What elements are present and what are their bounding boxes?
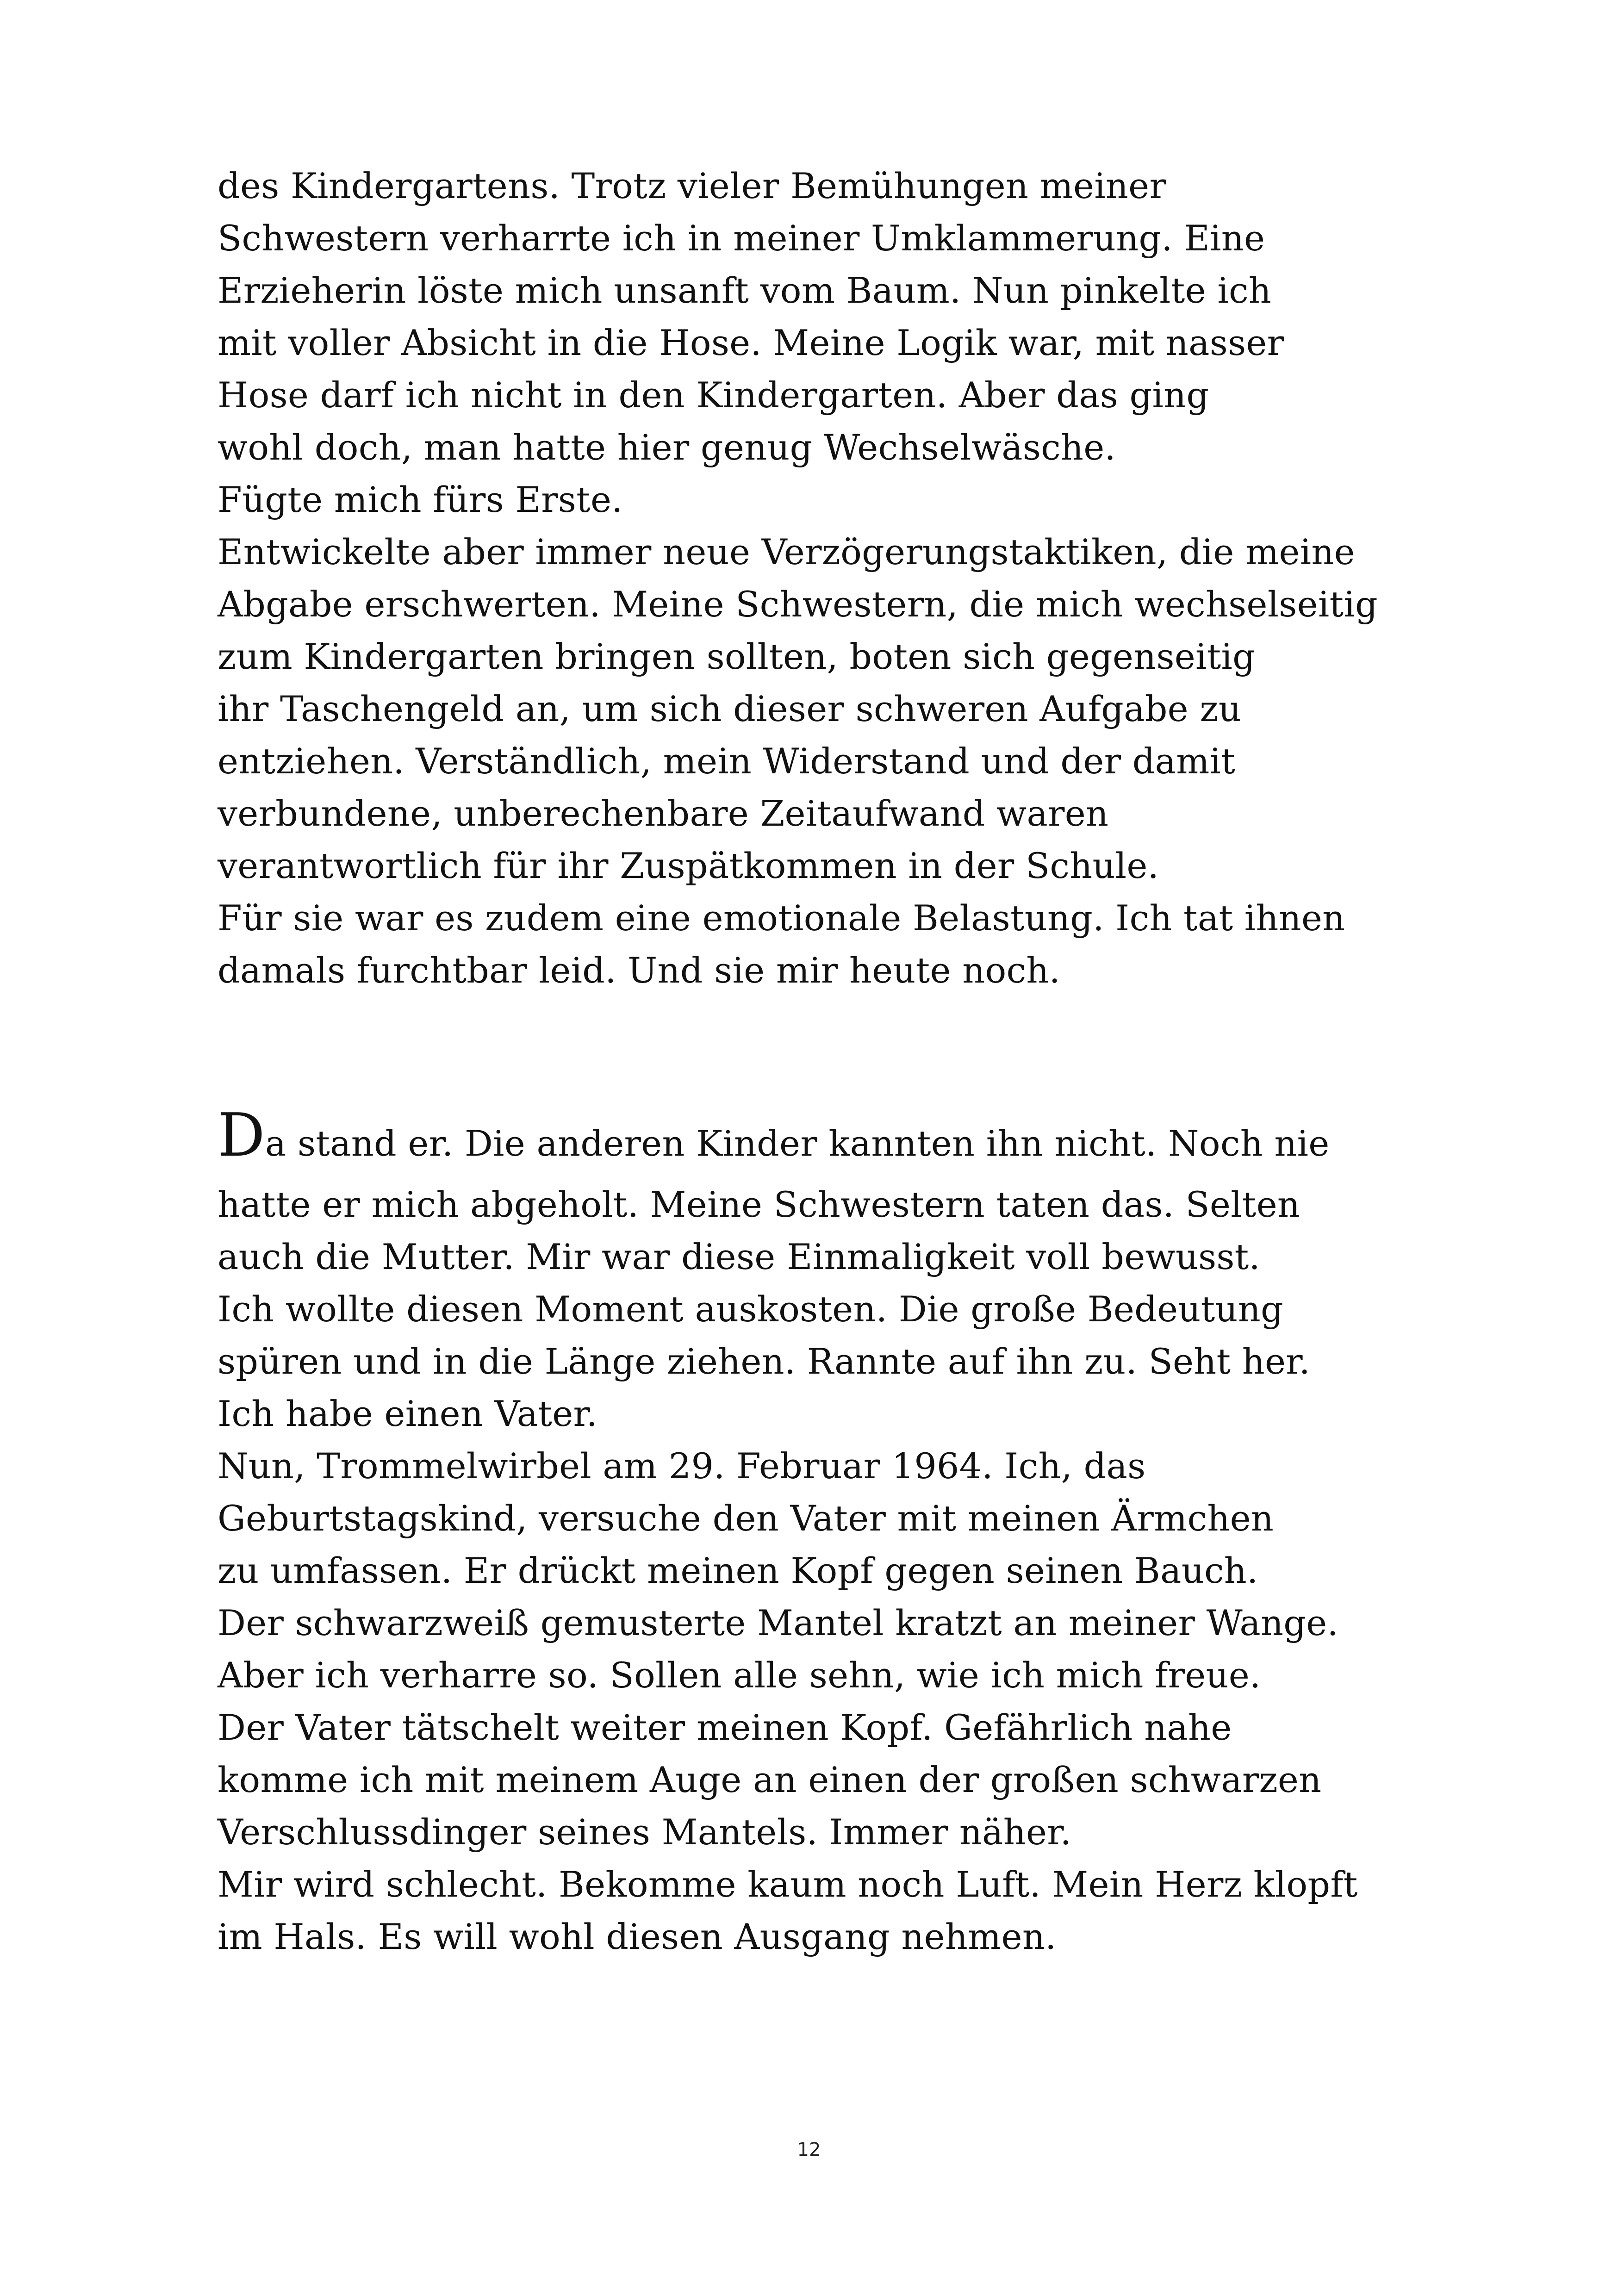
text-line: Hose darf ich nicht in den Kindergarten. Aber das ging xyxy=(218,374,1209,416)
text-line: Erzieherin löste mich unsanft vom Baum. Nun pinkelte ich xyxy=(218,270,1272,311)
text-line: zu umfassen. Er drückt meinen Kopf gegen seinen Bauch. xyxy=(218,1550,1258,1591)
text-line: auch die Mutter. Mir war diese Einmaligkeit voll bewusst. xyxy=(218,1236,1260,1277)
text-line: Der schwarzweiß gemusterte Mantel kratzt an meiner Wange. xyxy=(218,1602,1338,1643)
text-line: Fügte mich fürs Erste. xyxy=(218,479,623,520)
text-line: Ich habe einen Vater. xyxy=(218,1393,598,1434)
text-line: damals furchtbar leid. Und sie mir heute noch. xyxy=(218,950,1061,991)
text-line: Verschlussdinger seines Mantels. Immer näher. xyxy=(218,1811,1072,1853)
text-line: Nun, Trommelwirbel am 29. Februar 1964. Ich, das xyxy=(218,1445,1146,1487)
first-text-line xyxy=(218,1101,1467,1178)
text-line: Aber ich verharre so. Sollen alle sehn, wie ich mich freue. xyxy=(218,1655,1261,1696)
text-line: Ich wollte diesen Moment auskosten. Die große Bedeutung xyxy=(218,1288,1283,1330)
text-line: hatte er mich abgeholt. Meine Schwestern taten das. Selten xyxy=(218,1184,1301,1225)
text-line: verantwortlich für ihr Zuspätkommen in der Schule. xyxy=(218,845,1159,886)
first-line-text: a stand er. Die anderen Kinder kannten ihn nicht. Noch nie xyxy=(265,1123,1330,1164)
text-line: Entwickelte aber immer neue Verzögerungstaktiken, die meine xyxy=(218,531,1355,572)
text-line: verbundene, unberechenbare Zeitaufwand waren xyxy=(218,793,1109,834)
text-line: im Hals. Es will wohl diesen Ausgang nehmen. xyxy=(218,1916,1057,1957)
text-line: wohl doch, man hatte hier genug Wechselwäsche. xyxy=(218,427,1116,468)
text-line: Für sie war es zudem eine emotionale Belastung. Ich tat ihnen xyxy=(218,897,1345,939)
text-line: entziehen. Verständlich, mein Widerstand und der damit xyxy=(218,740,1236,782)
text-line: spüren und in die Länge ziehen. Rannte auf ihn zu. Seht her. xyxy=(218,1341,1311,1382)
text-line: Mir wird schlecht. Bekomme kaum noch Luft. Mein Herz klopft xyxy=(218,1864,1358,1905)
text-line: ihr Taschengeld an, um sich dieser schweren Aufgabe zu xyxy=(218,688,1241,729)
drop-cap: D xyxy=(218,1101,265,1170)
text-line: des Kindergartens. Trotz vieler Bemühungen meiner xyxy=(218,165,1167,206)
text-line: Der Vater tätschelt weiter meinen Kopf. Gefährlich nahe xyxy=(218,1707,1232,1748)
text-line: zum Kindergarten bringen sollten, boten sich gegenseitig xyxy=(218,636,1256,677)
text-line: mit voller Absicht in die Hose. Meine Logik war, mit nasser xyxy=(218,322,1284,363)
text-line: Geburtstagskind, versuche den Vater mit meinen Ärmchen xyxy=(218,1498,1274,1539)
text-line: Schwestern verharrte ich in meiner Umklammerung. Eine xyxy=(218,218,1265,259)
page-number: 12 xyxy=(797,2139,821,2160)
text-line: komme ich mit meinem Auge an einen der großen schwarzen xyxy=(218,1759,1322,1800)
paragraph-father xyxy=(218,1101,1467,1963)
paragraph-kindergarten xyxy=(218,160,1467,996)
text-line: Abgabe erschwerten. Meine Schwestern, die mich wechselseitig xyxy=(218,584,1378,625)
